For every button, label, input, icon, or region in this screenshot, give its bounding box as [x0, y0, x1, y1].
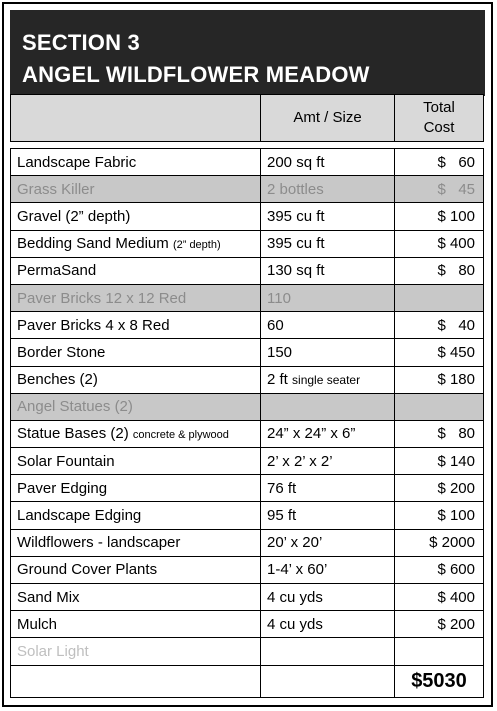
total-cost-cell	[395, 393, 484, 420]
grand-total: $5030	[395, 665, 484, 697]
cost-table	[10, 148, 484, 698]
amt-size-value: 4 cu yds	[267, 588, 323, 606]
total-cost-cell: $ 40	[395, 312, 484, 339]
amt-size-cell	[261, 176, 395, 203]
table-row	[11, 230, 484, 257]
item-note: (2” depth)	[172, 239, 221, 252]
table-row	[11, 475, 484, 502]
table-row	[11, 203, 484, 230]
item-name: Mulch	[17, 615, 58, 633]
amt-size-cell	[261, 366, 395, 393]
table-row	[11, 502, 484, 529]
amt-size-cell	[261, 556, 395, 583]
amt-size-value: 76 ft	[267, 479, 297, 497]
total-cost-cell: $ 450	[395, 339, 484, 366]
total-cost-cell	[395, 638, 484, 665]
amt-size-value: 24” x 24” x 6”	[267, 425, 356, 443]
item-name: Solar Fountain	[17, 452, 115, 470]
item-cell	[11, 284, 261, 311]
item-name: PermaSand	[17, 262, 97, 280]
item-name: Paver Bricks 12 x 12 Red	[17, 289, 187, 307]
item-name: Statue Bases (2)	[17, 425, 129, 443]
item-cell	[11, 556, 261, 583]
item-cell	[11, 339, 261, 366]
section-subtitle: ANGEL WILDFLOWER MEADOW	[22, 62, 370, 87]
total-cost-cell: $ 600	[395, 556, 484, 583]
header-total-line1: Total	[423, 99, 455, 116]
total-cost-cell: $ 80	[395, 420, 484, 447]
item-cell	[11, 502, 261, 529]
total-cost-cell: $ 2000	[395, 529, 484, 556]
amt-size-cell	[261, 230, 395, 257]
amt-size-cell	[261, 393, 395, 420]
total-cost-cell: $ 45	[395, 176, 484, 203]
total-cost-cell: $ 60	[395, 149, 484, 176]
table-row	[11, 556, 484, 583]
total-cost-cell: $ 200	[395, 475, 484, 502]
item-name: Ground Cover Plants	[17, 561, 158, 579]
total-cost-cell	[395, 284, 484, 311]
amt-size-value: 2’ x 2’ x 2’	[267, 452, 333, 470]
total-cost-cell: $ 200	[395, 611, 484, 638]
amt-size-value: 2 bottles	[267, 180, 324, 198]
item-note: concrete & plywood	[132, 429, 229, 442]
total-cost-cell: $ 100	[395, 203, 484, 230]
amt-size-cell	[261, 529, 395, 556]
item-cell	[11, 312, 261, 339]
item-name: Border Stone	[17, 343, 106, 361]
header-amt-size: Amt / Size	[261, 95, 395, 142]
amt-size-cell	[261, 584, 395, 611]
item-cell	[11, 611, 261, 638]
total-cost-cell: $ 400	[395, 230, 484, 257]
item-name: Bedding Sand Medium	[17, 235, 169, 253]
header-table	[10, 94, 484, 142]
amt-size-note: single seater	[292, 373, 361, 388]
item-name: Sand Mix	[17, 588, 80, 606]
table-row	[11, 366, 484, 393]
header-row	[11, 95, 484, 142]
item-name: Paver Edging	[17, 479, 108, 497]
amt-size-value: 150	[267, 343, 293, 361]
total-cost-cell: $ 400	[395, 584, 484, 611]
total-cost-cell: $ 80	[395, 257, 484, 284]
table-row	[11, 584, 484, 611]
table-row	[11, 284, 484, 311]
item-cell	[11, 420, 261, 447]
amt-size-cell	[261, 638, 395, 665]
amt-size-value: 60	[267, 316, 284, 334]
total-cost-cell: $ 180	[395, 366, 484, 393]
item-cell	[11, 448, 261, 475]
item-cell	[11, 529, 261, 556]
item-name: Grass Killer	[17, 180, 95, 198]
table-row	[11, 312, 484, 339]
item-cell	[11, 638, 261, 665]
total-cost-cell: $ 100	[395, 502, 484, 529]
header-item	[11, 95, 261, 142]
item-cell	[11, 149, 261, 176]
amt-size-value: 130 sq ft	[267, 262, 325, 280]
amt-size-cell	[261, 611, 395, 638]
item-name: Paver Bricks 4 x 8 Red	[17, 316, 170, 334]
amt-size-cell	[261, 257, 395, 284]
amt-size-value: 2 ft	[267, 371, 288, 389]
item-name: Angel Statues (2)	[17, 398, 133, 416]
amt-size-value: 1-4’ x 60’	[267, 561, 328, 579]
item-cell	[11, 584, 261, 611]
item-cell	[11, 203, 261, 230]
amt-size-cell	[261, 475, 395, 502]
table-row	[11, 176, 484, 203]
table-row	[11, 529, 484, 556]
total-cost-cell: $ 140	[395, 448, 484, 475]
amt-size-value: 4 cu yds	[267, 615, 323, 633]
title-banner	[10, 10, 485, 96]
item-name: Benches (2)	[17, 371, 98, 389]
amt-size-cell	[261, 420, 395, 447]
item-name: Wildflowers - landscaper	[17, 534, 181, 552]
item-name: Solar Light	[17, 642, 89, 660]
amt-size-cell	[261, 203, 395, 230]
amt-size-value: 110	[267, 289, 291, 307]
table-row	[11, 448, 484, 475]
item-cell	[11, 230, 261, 257]
item-name: Landscape Fabric	[17, 153, 137, 171]
total-blank-2	[261, 665, 395, 697]
table-row	[11, 393, 484, 420]
total-blank-1	[11, 665, 261, 697]
amt-size-cell	[261, 149, 395, 176]
table-row	[11, 611, 484, 638]
table-row	[11, 420, 484, 447]
amt-size-cell	[261, 284, 395, 311]
table-row	[11, 339, 484, 366]
total-row	[11, 665, 484, 697]
item-cell	[11, 393, 261, 420]
item-cell	[11, 475, 261, 502]
cost-table-body	[11, 149, 484, 666]
item-cell	[11, 176, 261, 203]
table-row	[11, 638, 484, 665]
item-name: Gravel (2” depth)	[17, 207, 131, 225]
item-name: Landscape Edging	[17, 507, 142, 525]
amt-size-value: 200 sq ft	[267, 153, 325, 171]
table-row	[11, 149, 484, 176]
item-cell	[11, 257, 261, 284]
amt-size-cell	[261, 448, 395, 475]
amt-size-value: 20’ x 20’	[267, 534, 323, 552]
amt-size-cell	[261, 502, 395, 529]
amt-size-cell	[261, 339, 395, 366]
item-cell	[11, 366, 261, 393]
section-title: SECTION 3	[22, 30, 140, 55]
header-total-cost	[395, 95, 484, 142]
amt-size-value: 395 cu ft	[267, 235, 325, 253]
amt-size-cell	[261, 312, 395, 339]
amt-size-value: 95 ft	[267, 507, 297, 525]
amt-size-value: 395 cu ft	[267, 207, 325, 225]
table-row	[11, 257, 484, 284]
header-total-line2: Cost	[423, 119, 455, 136]
